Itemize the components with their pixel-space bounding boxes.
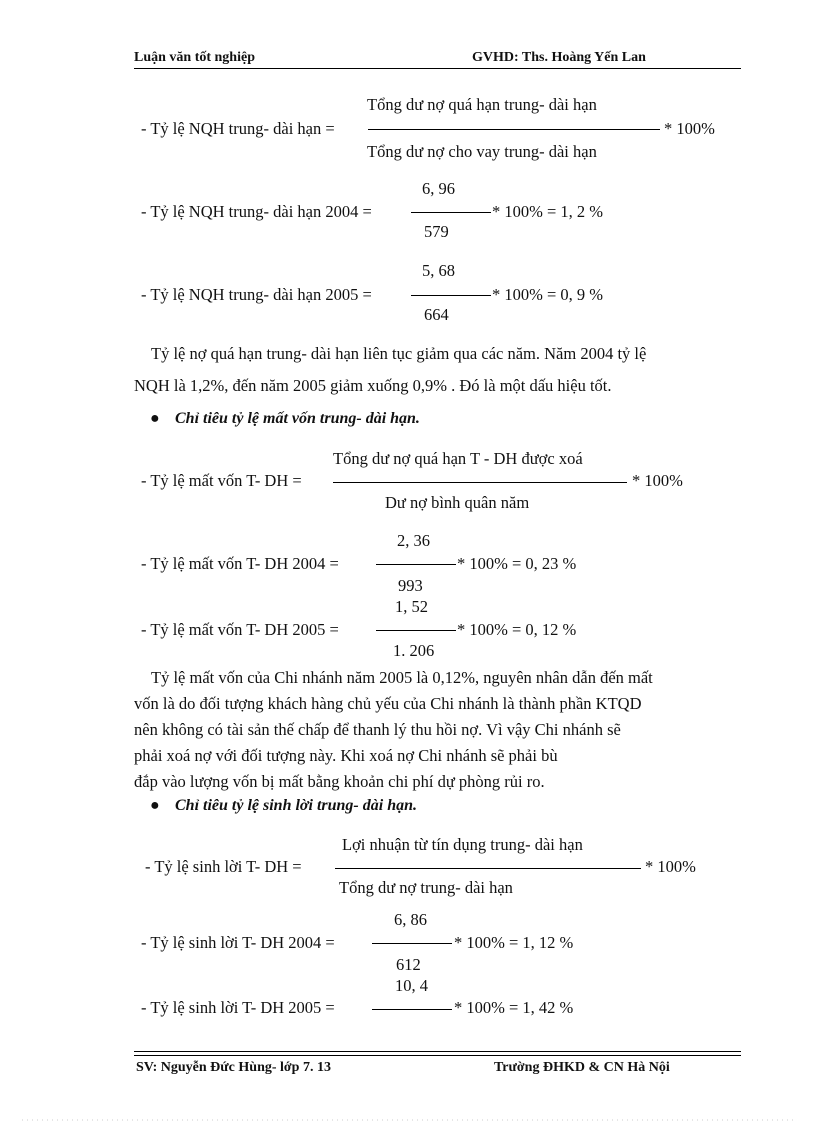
profit-2004-suffix: * 100% = 1, 12 %: [454, 933, 574, 952]
header-left: Luận văn tốt nghiệp: [134, 50, 255, 65]
loss-paragraph-line-4: phải xoá nợ với đối tượng này. Khi xoá nợ Chi nhánh sẽ phải bù: [134, 746, 558, 765]
loss-paragraph-line-1: Tỷ lệ mất vốn của Chi nhánh năm 2005 là 0,12%, nguyên nhân dẫn đến mất: [151, 668, 653, 687]
profit-formula-label: - Tỷ lệ sinh lời T- DH =: [145, 857, 302, 876]
footer-rule-bottom: [134, 1055, 741, 1056]
loss-2004-suffix: * 100% = 0, 23 %: [457, 554, 577, 573]
profit-formula-numerator: Lợi nhuận từ tín dụng trung- dài hạn: [342, 835, 583, 854]
profit-formula-suffix: * 100%: [645, 857, 696, 876]
profit-2004-denominator: 612: [396, 955, 421, 974]
loss-2004-label: - Tỷ lệ mất vốn T- DH 2004 =: [141, 554, 339, 573]
loss-2005-numerator: 1, 52: [395, 597, 428, 616]
loss-2005-denominator: 1. 206: [393, 641, 435, 660]
profit-formula-fraction-bar: [335, 868, 641, 869]
loss-formula-label: - Tỷ lệ mất vốn T- DH =: [141, 471, 302, 490]
nqh-paragraph-line-1: Tỷ lệ nợ quá hạn trung- dài hạn liên tục giảm qua các năm. Năm 2004 tỷ lệ: [151, 344, 647, 363]
loss-formula-fraction-bar: [333, 482, 627, 483]
nqh-2004-fraction-bar: [411, 212, 491, 213]
loss-2004-denominator: 993: [398, 576, 423, 595]
footer-rule-top: [134, 1051, 741, 1052]
profit-2005-label: - Tỷ lệ sinh lời T- DH 2005 =: [141, 998, 335, 1017]
loss-heading: Chỉ tiêu tỷ lệ mất vốn trung- dài hạn.: [175, 410, 420, 427]
profit-2004-fraction-bar: [372, 943, 452, 944]
loss-2005-suffix: * 100% = 0, 12 %: [457, 620, 577, 639]
profit-2004-numerator: 6, 86: [394, 910, 427, 929]
profit-2004-label: - Tỷ lệ sinh lời T- DH 2004 =: [141, 933, 335, 952]
profit-heading: Chỉ tiêu tỷ lệ sinh lời trung- dài hạn.: [175, 797, 417, 814]
nqh-formula-fraction-bar: [368, 129, 660, 130]
loss-formula-denominator: Dư nợ bình quân năm: [385, 493, 530, 512]
header-rule: [134, 68, 741, 69]
profit-2005-fraction-bar: [372, 1009, 452, 1010]
loss-paragraph-line-2: vốn là do đối tượng khách hàng chủ yếu của Chi nhánh là thành phần KTQD: [134, 694, 642, 713]
loss-heading-bullet: ●: [150, 410, 160, 427]
loss-formula-suffix: * 100%: [632, 471, 683, 490]
nqh-2004-denominator: 579: [424, 222, 449, 241]
loss-2005-fraction-bar: [376, 630, 456, 631]
nqh-2005-numerator: 5, 68: [422, 261, 455, 280]
nqh-paragraph-line-2: NQH là 1,2%, đến năm 2005 giảm xuống 0,9% . Đó là một dấu hiệu tốt.: [134, 376, 612, 395]
nqh-2005-denominator: 664: [424, 305, 449, 324]
nqh-2004-numerator: 6, 96: [422, 179, 455, 198]
loss-paragraph-line-3: nên không có tài sản thế chấp để thanh lý thu hồi nợ. Vì vậy Chi nhánh sẽ: [134, 720, 621, 739]
profit-2005-numerator: 10, 4: [395, 976, 428, 995]
loss-paragraph-line-5: đắp vào lượng vốn bị mất bằng khoản chi phí dự phòng rủi ro.: [134, 772, 545, 791]
nqh-2004-label: - Tỷ lệ NQH trung- dài hạn 2004 =: [141, 202, 372, 221]
profit-formula-denominator: Tổng dư nợ trung- dài hạn: [339, 878, 513, 897]
nqh-2005-suffix: * 100% = 0, 9 %: [492, 285, 604, 304]
profit-2005-suffix: * 100% = 1, 42 %: [454, 998, 574, 1017]
loss-formula-numerator: Tổng dư nợ quá hạn T - DH được xoá: [333, 449, 583, 468]
nqh-formula-suffix: * 100%: [664, 119, 715, 138]
loss-2005-label: - Tỷ lệ mất vốn T- DH 2005 =: [141, 620, 339, 639]
nqh-formula-label: - Tỷ lệ NQH trung- dài hạn =: [141, 119, 335, 138]
nqh-2005-label: - Tỷ lệ NQH trung- dài hạn 2005 =: [141, 285, 372, 304]
loss-2004-numerator: 2, 36: [397, 531, 430, 550]
footer-left: SV: Nguyễn Đức Hùng- lớp 7. 13: [136, 1060, 331, 1075]
nqh-formula-denominator: Tổng dư nợ cho vay trung- dài hạn: [367, 142, 597, 161]
nqh-formula-numerator: Tổng dư nợ quá hạn trung- dài hạn: [367, 95, 597, 114]
nqh-2004-suffix: * 100% = 1, 2 %: [492, 202, 604, 221]
profit-heading-bullet: ●: [150, 797, 160, 814]
header-right: GVHD: Ths. Hoàng Yến Lan: [472, 50, 646, 65]
nqh-2005-fraction-bar: [411, 295, 491, 296]
footer-right: Trường ĐHKD & CN Hà Nội: [494, 1060, 670, 1075]
loss-2004-fraction-bar: [376, 564, 456, 565]
